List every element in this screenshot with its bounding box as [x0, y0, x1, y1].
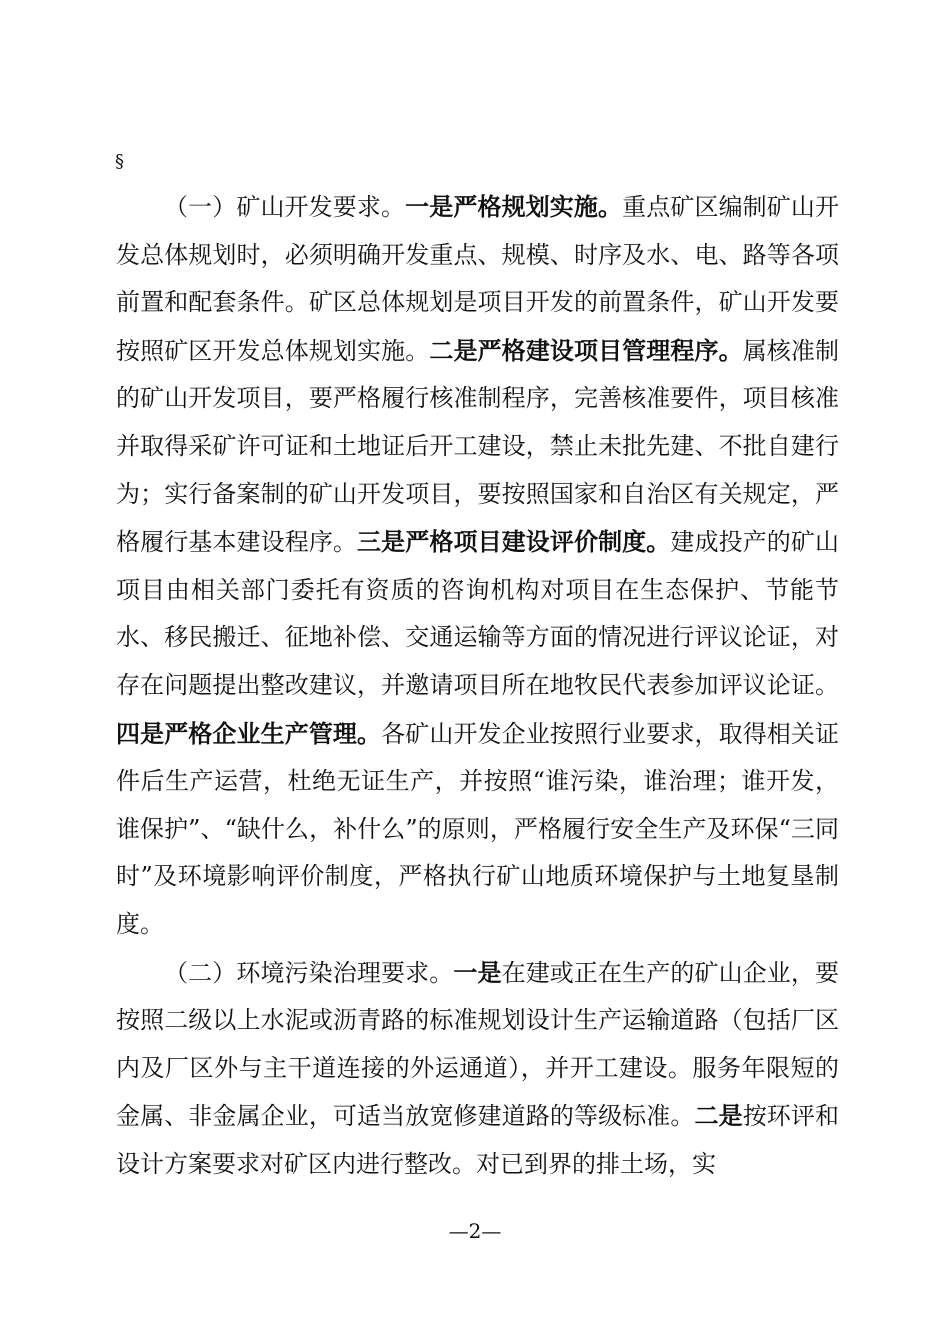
text-segment: （一）矿山开发要求。 — [164, 193, 406, 221]
bold-heading-production: 四是严格企业生产管理。 — [116, 718, 382, 748]
text-segment: 属核准制的矿山开发项目，要严格履行核准制程序，完善核准要件，项目核准并取得采矿许可证和土地证后开工建设，禁止未批先建、不批自建行为；实行备案制的矿山开发项目，要按照国家和自治区有关规定，严格履行基本建设程序。 — [116, 336, 839, 557]
bold-heading-planning: 一是严格规划实施。 — [405, 192, 623, 221]
text-segment: 在建或正在生产的矿山企业，要按照二级以上水泥或沥青路的标准规划设计生产运输道路（包括厂区内及厂区外与主干道连接的外运通道），并开工建设。服务年限短的金属、非金属企业，可适当放宽修建道路的等级标准。 — [116, 958, 840, 1131]
bold-heading-second: 二是 — [694, 1101, 743, 1131]
text-segment: 建成投产的矿山项目由相关部门委托有资质的咨询机构对项目在生态保护、节能节水、移民搬迁、征地补偿、交通运输等方面的情况进行评议论证，对存在问题提出整改建议，并邀请项目所在地牧民代表参加评议论证。 — [116, 528, 840, 699]
body-text — [116, 183, 839, 1188]
bold-heading-project-procedure: 二是严格建设项目管理程序。 — [429, 335, 743, 365]
paragraph-pollution-control — [116, 949, 839, 1189]
section-mark: § — [115, 151, 124, 172]
bold-heading-evaluation: 三是严格项目建设评价制度。 — [357, 527, 671, 557]
text-segment: 重点矿区编制矿山开发总体规划时，必须明确开发重点、规模、时序及水、电、路等各项前置和配套条件。矿区总体规划是项目开发的前置条件，矿山开发要按照矿区开发总体规划实施。 — [116, 193, 840, 365]
bold-heading-first: 一是 — [453, 957, 502, 987]
paragraph-mining-development — [116, 183, 839, 949]
text-segment: 按环评和设计方案要求对矿区内进行整改。对已到界的排土场，实 — [116, 1102, 840, 1178]
text-segment: （二）环境污染治理要求。 — [164, 958, 454, 987]
page-number: —2— — [448, 1219, 502, 1243]
text-segment: 各矿山开发企业按照行业要求，取得相关证件后生产运营，杜绝无证生产，并按照“谁污染，谁治理；谁开发，谁保护”、“缺什么，补什么”的原则，严格履行安全生产及环保“三同时”及环境影响评价制度，严格执行矿山地质环境保护与土地复垦制度。 — [116, 719, 840, 938]
